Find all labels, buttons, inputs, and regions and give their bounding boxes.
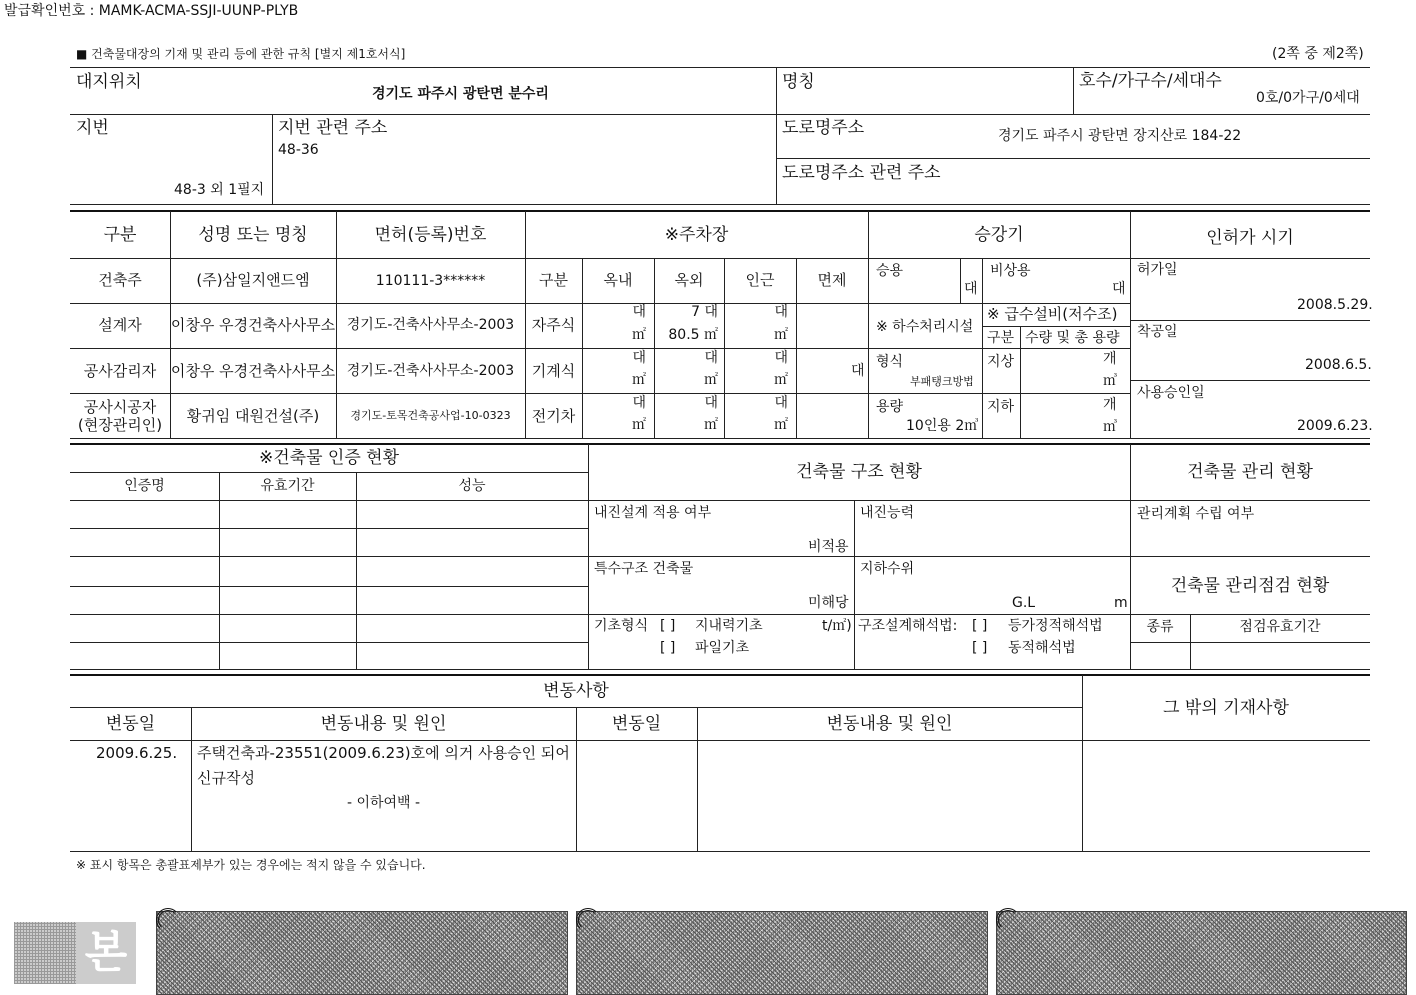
sewage-type-value: 부패탱크방법 (910, 375, 974, 388)
analysis-equiv-check[interactable]: [ ] (972, 618, 988, 634)
water-above: 지상 (987, 354, 1015, 370)
contractor-role-sub: (현장관리인) (77, 416, 163, 434)
parking-self-nearby-area: ㎡ (774, 327, 788, 343)
parking-ev-indoor-units: 대 (632, 395, 646, 411)
security-band-1 (156, 911, 568, 995)
groundwater-unit: m (1114, 595, 1128, 611)
water-type-header: 구분 (987, 330, 1015, 346)
parking-exempt-header: 면제 (817, 271, 847, 289)
inspect-period-header: 점검유효기간 (1239, 619, 1321, 635)
water-volume-header: 수량 및 총 용량 (1025, 330, 1120, 346)
swirl-mark-2 (576, 908, 600, 932)
groundwater-gl: G.L (1012, 595, 1036, 611)
parking-ev-nearby-units: 대 (774, 395, 788, 411)
permit-date: 2008.5.29. (1297, 297, 1373, 313)
parking-indoor-header: 옥내 (603, 271, 633, 289)
foundation-bearing-check[interactable]: [ ] (660, 618, 676, 634)
cert-name-header: 인증명 (124, 478, 165, 494)
change-content-line1: 주택건축과-23551(2009.6.23)호에 의거 사용승인 되어 (197, 744, 570, 762)
water-above-count: 개 (1103, 351, 1117, 367)
cert-perf-header: 성능 (458, 478, 486, 494)
parking-type-self: 자주식 (531, 316, 576, 334)
seismic-capacity-label: 내진능력 (860, 505, 915, 521)
people-name-header: 성명 또는 명칭 (198, 225, 308, 245)
change-content-line2: 신규작성 (197, 769, 255, 787)
analysis-dynamic-label: 동적해석법 (1008, 640, 1076, 656)
parking-nearby-header: 인근 (745, 271, 775, 289)
units-value: 0호/0가구/0세대 (1256, 90, 1360, 106)
parking-type-header: 구분 (539, 271, 568, 289)
analysis-label: 구조설계해석법: (858, 618, 958, 634)
elevator-emergency-unit: 대 (1112, 281, 1126, 297)
designer-name: 이창우 우경건축사사무소 (170, 316, 336, 334)
stamp-pattern (14, 922, 76, 984)
special-structure-label: 특수구조 건축물 (594, 561, 694, 577)
parking-exempt-unit: 대 (851, 363, 865, 379)
lot-related-label: 지번 관련 주소 (278, 118, 388, 138)
supervisor-role: 공사감리자 (83, 362, 157, 380)
footnote: ※ 표시 항목은 총괄표제부가 있는 경우에는 적지 않을 수 있습니다. (76, 858, 426, 872)
change-date: 2009.6.25. (96, 744, 178, 762)
parking-outdoor-header: 옥외 (674, 271, 704, 289)
owner-license: 110111-3****** (375, 273, 486, 289)
water-below: 지하 (987, 399, 1015, 415)
changes-title: 변동사항 (543, 681, 609, 701)
elevator-emergency: 비상용 (990, 263, 1031, 279)
owner-name: (주)삼일지앤드엠 (196, 271, 310, 289)
parking-ev-indoor-area: ㎡ (632, 417, 646, 433)
issue-number: 발급확인번호 : MAMK-ACMA-SSJI-UUNP-PLYB (4, 3, 299, 19)
water-above-volume: ㎥ (1103, 373, 1117, 389)
page-info: (2쪽 중 제2쪽) (1272, 46, 1364, 62)
sewage-capacity-value: 10인용 2㎥ (906, 418, 979, 434)
foundation-bearing-label: 지내력기초 (695, 618, 763, 634)
elevator-passenger-unit: 대 (964, 281, 978, 297)
groundwater-label: 지하수위 (860, 561, 915, 577)
units-label: 호수/가구수/세대수 (1079, 71, 1222, 91)
inspect-kind-header: 종류 (1146, 619, 1174, 635)
water-below-volume: ㎥ (1103, 419, 1117, 435)
foundation-label: 기초형식 (594, 618, 649, 634)
parking-self-indoor-area: ㎡ (632, 327, 646, 343)
change-content-end: - 이하여백 - (346, 795, 421, 811)
water-title: ※ 급수설비(저수조) (987, 305, 1118, 323)
permit-title: 인허가 시기 (1206, 228, 1294, 248)
analysis-dynamic-check[interactable]: [ ] (972, 640, 988, 656)
sewage-type-label: 형식 (876, 354, 904, 370)
water-below-count: 개 (1103, 397, 1117, 413)
start-label: 착공일 (1137, 324, 1178, 340)
site-value: 경기도 파주시 광탄면 분수리 (372, 86, 549, 102)
parking-mech-outdoor-area: ㎡ (704, 372, 718, 388)
swirl-mark-3 (996, 908, 1020, 932)
parking-mech-indoor-units: 대 (632, 350, 646, 366)
start-date: 2008.6.5. (1305, 357, 1372, 373)
people-license-header: 면허(등록)번호 (374, 225, 487, 245)
contractor-license: 경기도-토목건축공사업-10-0323 (350, 409, 511, 422)
cert-period-header: 유효기간 (260, 478, 315, 494)
supervisor-license: 경기도-건축사사무소-2003 (346, 363, 515, 379)
parking-ev-nearby-area: ㎡ (774, 417, 788, 433)
lot-label: 지번 (76, 118, 109, 138)
security-band-3 (996, 911, 1407, 995)
elevator-passenger: 승용 (876, 263, 904, 279)
parking-mech-nearby-units: 대 (774, 350, 788, 366)
parking-type-mech: 기계식 (531, 362, 576, 380)
parking-mech-nearby-area: ㎡ (774, 372, 788, 388)
road-related-label: 도로명주소 관련 주소 (782, 163, 941, 183)
parking-self-nearby-units: 대 (774, 304, 788, 320)
seismic-design-label: 내진설계 적용 여부 (594, 505, 712, 521)
site-label: 대지위치 (76, 72, 142, 92)
structure-title: 건축물 구조 현황 (796, 462, 922, 482)
special-structure-value: 미해당 (808, 595, 849, 611)
people-type-header: 구분 (103, 225, 137, 245)
approval-label: 사용승인일 (1137, 385, 1205, 401)
parking-type-ev: 전기차 (531, 407, 576, 425)
changes-content-header-2: 변동내용 및 원인 (826, 714, 953, 734)
sewage-label: ※ 하수처리시설 (876, 319, 974, 335)
contractor-name: 황귀임 대원건설(주) (186, 407, 320, 425)
analysis-equiv-label: 등가정적해석법 (1008, 618, 1103, 634)
parking-self-outdoor-area: 80.5 ㎡ (668, 327, 718, 343)
permit-label: 허가일 (1137, 262, 1178, 278)
swirl-mark-1 (156, 908, 180, 932)
original-stamp: 본 (76, 922, 136, 984)
owner-role: 건축주 (98, 271, 142, 289)
seismic-design-value: 비적용 (808, 539, 849, 555)
road-label: 도로명주소 (782, 118, 865, 138)
management-plan-label: 관리계획 수립 여부 (1137, 506, 1255, 522)
changes-content-header: 변동내용 및 원인 (320, 714, 447, 734)
changes-date-header-2: 변동일 (611, 714, 662, 734)
elevator-title: 승강기 (974, 225, 1024, 245)
management-title: 건축물 관리 현황 (1187, 462, 1313, 482)
parking-ev-outdoor-units: 대 (704, 395, 718, 411)
security-band-2 (576, 911, 988, 995)
other-notes-header: 그 밖의 기재사항 (1163, 698, 1289, 718)
changes-date-header: 변동일 (105, 714, 156, 734)
parking-self-outdoor-units: 7 대 (691, 304, 718, 320)
form-title: ■ 건축물대장의 기재 및 관리 등에 관한 규칙 [별지 제1호서식] (76, 47, 406, 61)
foundation-pile-label: 파일기초 (695, 640, 750, 656)
parking-mech-indoor-area: ㎡ (632, 372, 646, 388)
parking-mech-outdoor-units: 대 (704, 350, 718, 366)
parking-title: ※주차장 (664, 225, 729, 245)
lot-related-value: 48-36 (278, 142, 319, 158)
name-label: 명칭 (782, 72, 815, 92)
lot-value: 48-3 외 1필지 (174, 182, 265, 198)
sewage-capacity-label: 용량 (876, 399, 904, 415)
road-value: 경기도 파주시 광탄면 장지산로 184-22 (998, 128, 1242, 144)
parking-ev-outdoor-area: ㎡ (704, 417, 718, 433)
foundation-pile-check[interactable]: [ ] (660, 640, 676, 656)
designer-license: 경기도-건축사사무소-2003 (346, 317, 515, 333)
cert-title: ※건축물 인증 현황 (258, 448, 399, 468)
approval-date: 2009.6.23. (1297, 418, 1373, 434)
contractor-role: 공사시공자 (83, 398, 157, 416)
foundation-unit: t/㎡) (822, 618, 852, 634)
designer-role: 설계자 (98, 316, 142, 334)
parking-self-indoor-units: 대 (632, 304, 646, 320)
supervisor-name: 이창우 우경건축사사무소 (170, 362, 336, 380)
inspect-title: 건축물 관리점검 현황 (1170, 576, 1330, 596)
